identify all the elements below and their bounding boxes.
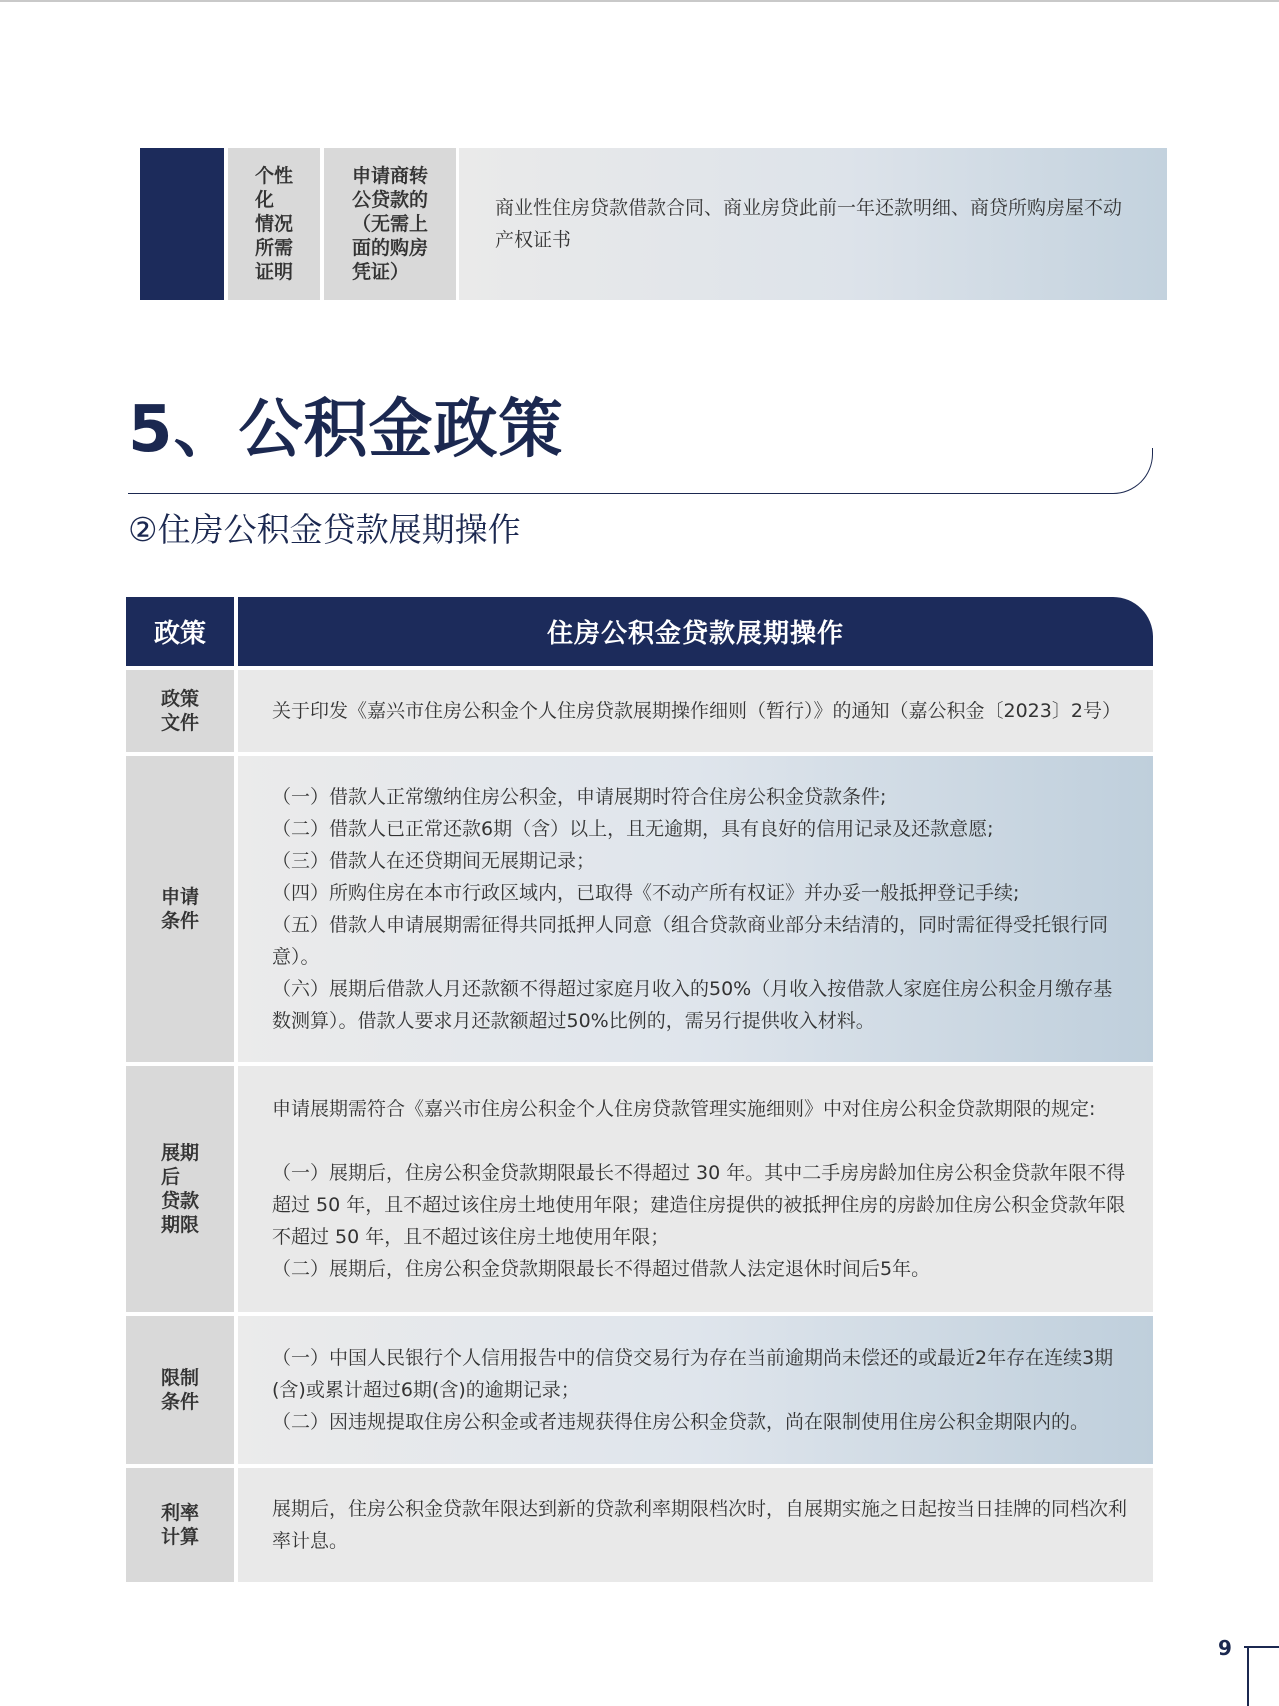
top-table-content-text: 商业性住房贷款借款合同、商业房贷此前一年还款明细、商贷所购房屋不动产权证书 — [495, 197, 1123, 251]
top-requirements-table — [140, 148, 1167, 300]
row-content-cell — [238, 1316, 1153, 1464]
page-number: 9 — [1218, 1636, 1232, 1660]
top-table-navy-block — [140, 148, 224, 300]
content-spacer — [272, 1125, 1131, 1157]
row-content-cell — [238, 1468, 1153, 1582]
row-label: 限制 条件 — [160, 1367, 199, 1413]
top-table-category-label: 个性 化 情况 所需 证明 — [254, 165, 293, 283]
content-line: 申请展期需符合《嘉兴市住房公积金个人住房贷款管理实施细则》中对住房公积金贷款期限的规定: — [272, 1098, 1096, 1120]
section-title-rule — [128, 448, 1153, 494]
row-label-cell — [126, 1468, 234, 1582]
content-line: 关于印发《嘉兴市住房公积金个人住房贷款展期操作细则（暂行）》的通知（嘉公积金〔2023〕2号） — [272, 700, 1121, 722]
row-content-text — [272, 781, 1131, 1037]
content-line: （一）借款人正常缴纳住房公积金，申请展期时符合住房公积金贷款条件; — [272, 786, 887, 808]
table-row-application-conditions — [126, 756, 1153, 1062]
row-label: 政策 文件 — [160, 688, 199, 734]
content-line: 展期后，住房公积金贷款年限达到新的贷款利率期限档次时，自展期实施之日起按当日挂牌的同档次利率计息。 — [272, 1498, 1128, 1552]
row-content-text — [272, 1093, 1131, 1285]
row-label: 利率 计算 — [160, 1502, 199, 1548]
row-label-cell — [126, 1066, 234, 1312]
content-line: （一）中国人民银行个人信用报告中的信贷交易行为存在当前逾期尚未偿还的或最近2年存在连续3期(含)或累计超过6期(含)的逾期记录； — [272, 1347, 1114, 1401]
top-table-case-label: 申请商转 公贷款的 （无需上 面的购房 凭证） — [351, 165, 428, 283]
row-content-text — [272, 695, 1121, 727]
row-content-cell — [238, 756, 1153, 1062]
row-label-cell — [126, 756, 234, 1062]
top-table-case-cell — [324, 148, 456, 300]
table-row-restrictions — [126, 1316, 1153, 1464]
table-row-interest-calculation — [126, 1468, 1153, 1582]
section-title: 5、公积金政策 — [128, 393, 564, 467]
row-label-cell — [126, 1316, 234, 1464]
policy-table — [126, 597, 1153, 1586]
content-line: （四）所购住房在本市行政区域内，已取得《不动产所有权证》并办妥一般抵押登记手续; — [272, 882, 1020, 904]
content-line: （二）展期后，住房公积金贷款期限最长不得超过借款人法定退休时间后5年。 — [272, 1258, 931, 1280]
top-border-line — [0, 0, 1279, 2]
content-line: （六）展期后借款人月还款额不得超过家庭月收入的50%（月收入按借款人家庭住房公积金月缴存基数测算）。借款人要求月还款额超过50%比例的，需另行提供收入材料。 — [272, 978, 1113, 1032]
header-policy-label: 政策 — [126, 597, 234, 666]
table-row-policy-document — [126, 670, 1153, 752]
content-line: （五）借款人申请展期需征得共同抵押人同意（组合贷款商业部分未结清的，同时需征得受托银行同意）。 — [272, 914, 1109, 968]
row-content-cell — [238, 670, 1153, 752]
content-line: （三）借款人在还贷期间无展期记录； — [272, 850, 596, 872]
content-line: （二）借款人已正常还款6期（含）以上，且无逾期，具有良好的信用记录及还款意愿; — [272, 818, 994, 840]
page-number-rule-horizontal — [1244, 1646, 1279, 1648]
page-number-rule-vertical — [1247, 1646, 1249, 1706]
row-label-cell — [126, 670, 234, 752]
content-line: （二）因违规提取住房公积金或者违规获得住房公积金贷款，尚在限制使用住房公积金期限内的。 — [272, 1411, 1090, 1433]
top-table-category-cell — [228, 148, 320, 300]
header-topic-label: 住房公积金贷款展期操作 — [238, 597, 1153, 666]
top-table-content-cell — [459, 148, 1167, 300]
row-content-cell — [238, 1066, 1153, 1312]
table-row-loan-term-after-extension — [126, 1066, 1153, 1312]
row-label: 展期 后 贷款 期限 — [160, 1142, 199, 1236]
row-content-text — [272, 1342, 1131, 1438]
policy-table-header — [126, 597, 1153, 666]
content-line: （一）展期后，住房公积金贷款期限最长不得超过 30 年。其中二手房房龄加住房公积金贷款年限不得超过 50 年，且不超过该住房土地使用年限；建造住房提供的被抵押住房的房龄加住房公积金贷款年限不超过 50 年，且不超过该住房土地使用年限； — [272, 1162, 1126, 1248]
row-content-text — [272, 1493, 1131, 1557]
section-subtitle: ②住房公积金贷款展期操作 — [128, 510, 521, 549]
row-label: 申请 条件 — [160, 886, 199, 932]
